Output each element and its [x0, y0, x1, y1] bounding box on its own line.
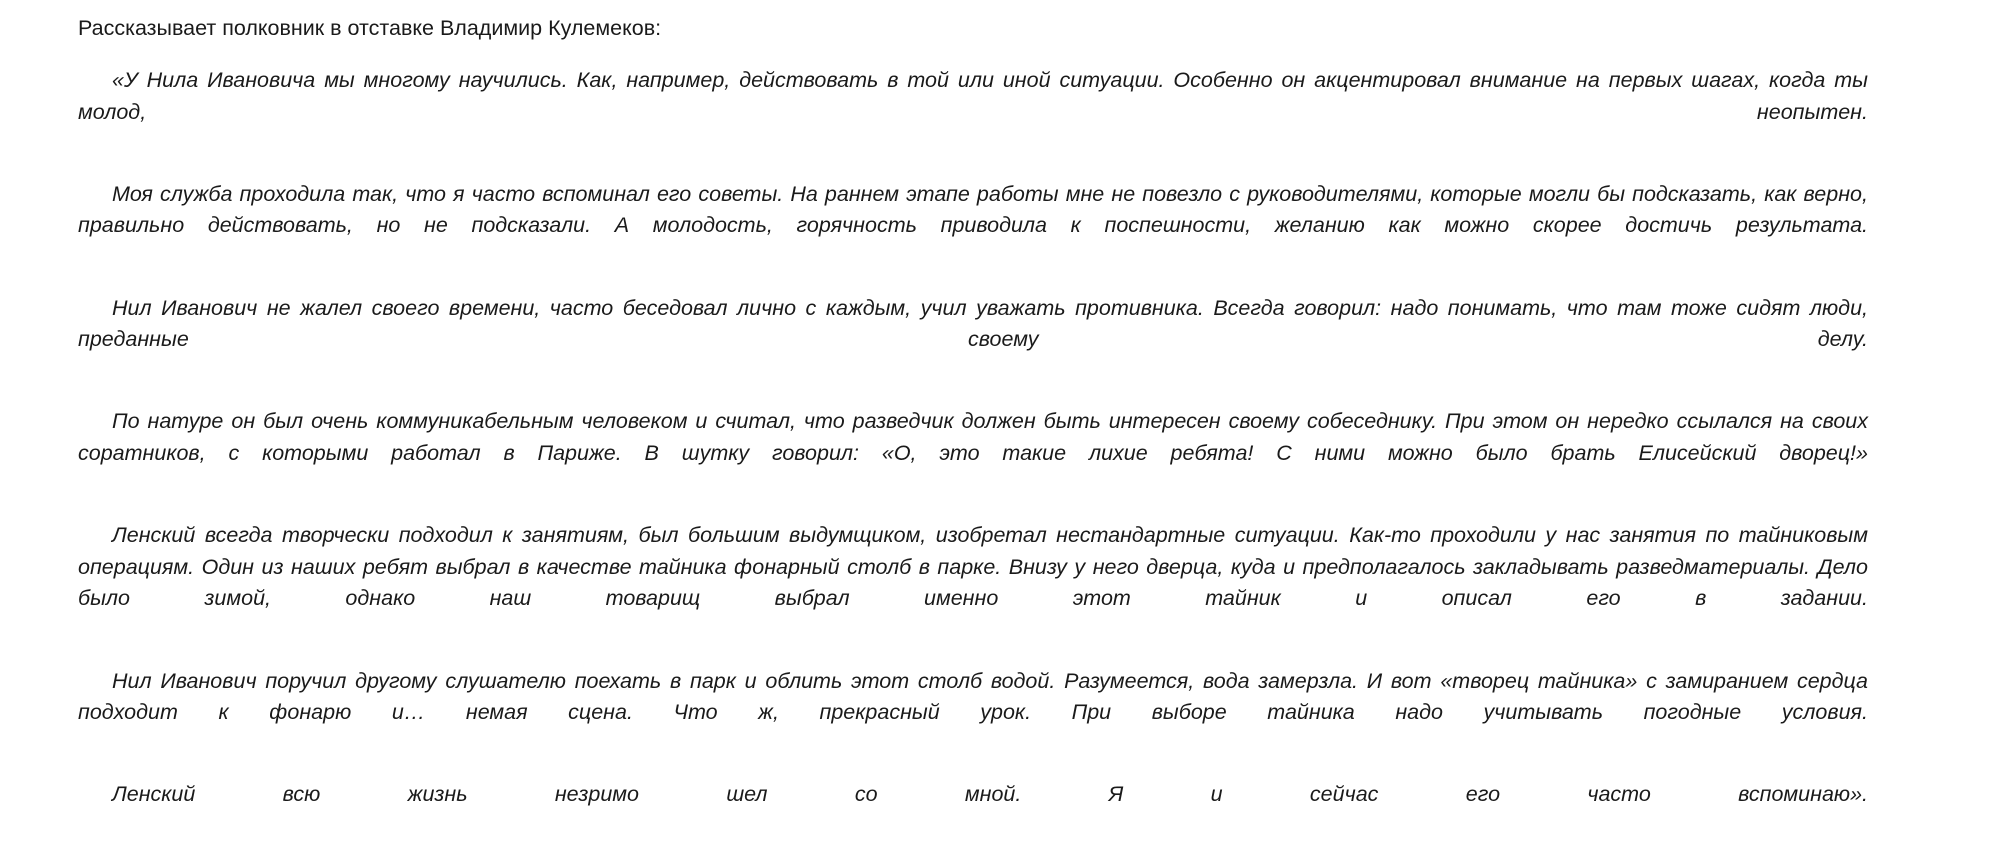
article-paragraph: По натуре он был очень коммуникабельным человеком и считал, что разведчик должен быть интересен своему собеседнику. При этом он нередко ссылался на своих соратников, с которыми работал в Париже. В шутку говорил: «О, это такие лихие ребята! С ними можно было брать Елисейский дворец!» — [78, 409, 1868, 465]
article-intro-line: Рассказывает полковник в отставке Владимир Кулемеков: — [78, 16, 662, 40]
article-paragraph: Ленский всегда творчески подходил к занятиям, был большим выдумщиком, изобретал нестандартные ситуации. Как-то проходили у нас занятия по тайниковым операциям. Один из наших ребят выбрал в качестве тайника фонарный столб в парке. Внизу у него дверца, куда и предполагалось закладывать разведматериалы. Дело было зимой, однако наш товарищ выбрал именно этот тайник и описал его в задании. — [78, 523, 1868, 611]
article-paragraph: Ленский всю жизнь незримо шел со мной. Я и сейчас его часто вспоминаю». — [112, 782, 1868, 807]
article-paragraph: Нил Иванович поручил другому слушателю поехать в парк и облить этот столб водой. Разумеется, вода замерзла. И вот «творец тайника» с замиранием сердца подходит к фонарю и… немая сцена. Что ж, прекрасный урок. При выборе тайника надо учитывать погодные условия. — [78, 668, 1868, 725]
article-body — [78, 14, 1868, 842]
article-paragraph: Моя служба проходила так, что я часто вспоминал его советы. На раннем этапе работы мне не повезло с руководителями, которые могли бы подсказать, как верно, правильно действовать, но не подсказали. А молодость, горячность приводила к поспешности, желанию как можно скорее достичь результата. — [78, 181, 1868, 238]
article-paragraph: Нил Иванович не жалел своего времени, часто беседовал лично с каждым, учил уважать противника. Всегда говорил: надо понимать, что там тоже сидят люди, преданные своему делу. — [78, 295, 1868, 352]
article-paragraph: «У Нила Ивановича мы многому научились. Как, например, действовать в той или иной ситуации. Особенно он акцентировал внимание на первых шагах, когда ты молод, неопытен. — [78, 68, 1868, 124]
